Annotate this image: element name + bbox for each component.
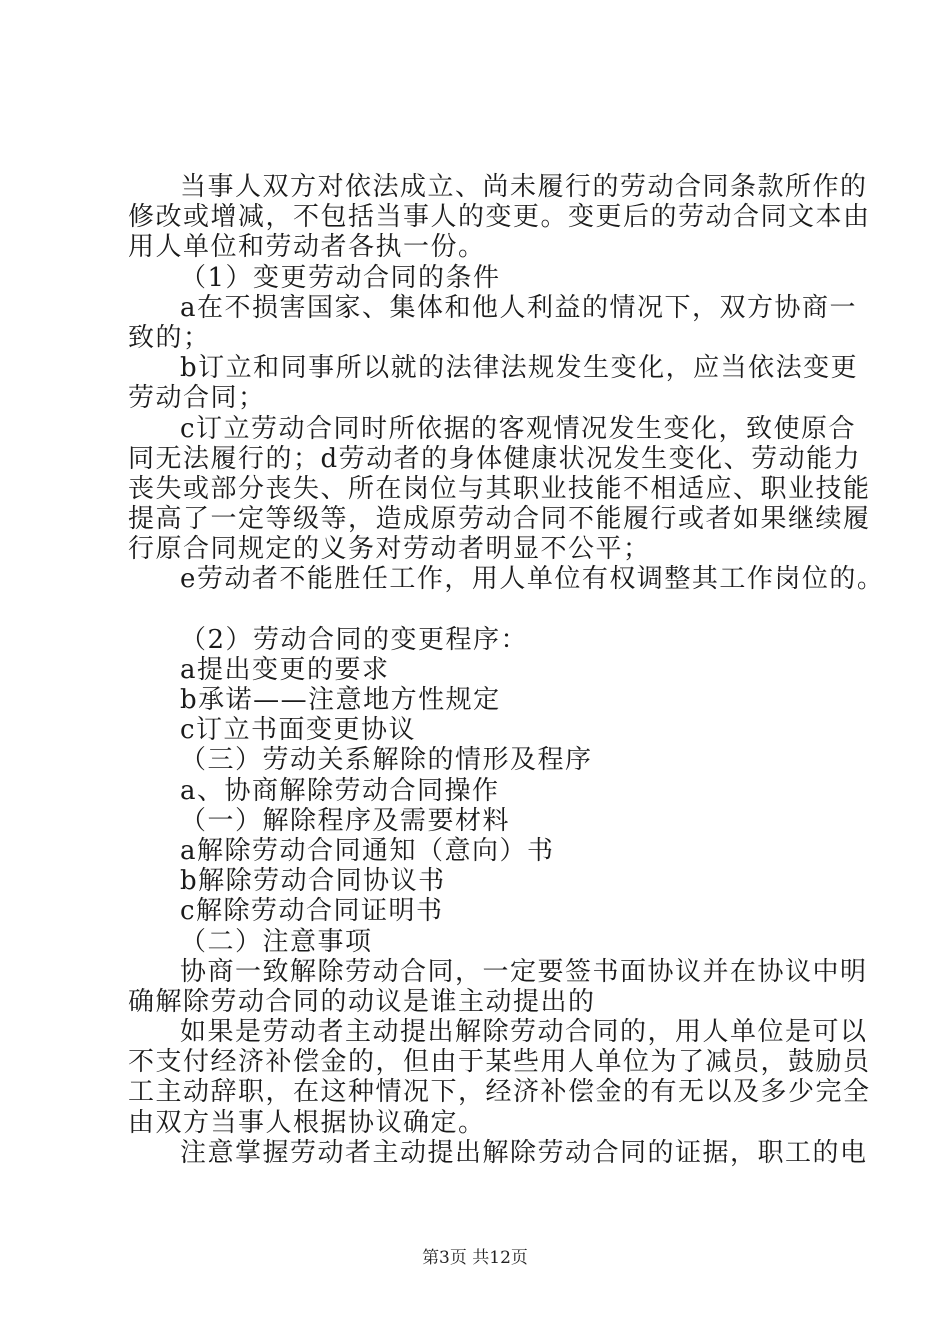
text-line: 由双方当事人根据协议确定。 (128, 1107, 486, 1138)
text-line: a、协商解除劳动合同操作 (180, 775, 500, 806)
text-line: c解除劳动合同证明书 (180, 896, 444, 927)
text-line: 劳动合同； (128, 383, 266, 414)
text-line: a提出变更的要求 (180, 654, 390, 685)
text-line: 如果是劳动者主动提出解除劳动合同的，用人单位是可以 (180, 1017, 868, 1048)
text-line: b解除劳动合同协议书 (180, 866, 446, 897)
text-line: a解除劳动合同通知（意向）书 (180, 835, 555, 866)
text-line: 工主动辞职，在这种情况下，经济补偿金的有无以及多少完全 (128, 1077, 871, 1108)
text-line: e劳动者不能胜任工作，用人单位有权调整其工作岗位的。 (180, 564, 885, 595)
text-line: 当事人双方对依法成立、尚未履行的劳动合同条款所作的 (180, 172, 868, 202)
text-line: b订立和同事所以就的法律法规发生变化，应当依法变更 (180, 353, 859, 384)
text-line: 修改或增减，不包括当事人的变更。变更后的劳动合同文本由 (128, 202, 871, 233)
document-body (128, 172, 885, 1168)
text-line: 丧失或部分丧失、所在岗位与其职业技能不相适应、职业技能 (128, 473, 871, 504)
text-line: 协商一致解除劳动合同，一定要签书面协议并在协议中明 (180, 956, 868, 987)
page-footer: 第3页 共12页 (422, 1248, 528, 1268)
paragraph-gap (128, 595, 848, 625)
text-line: 提高了一定等级等，造成原劳动合同不能履行或者如果继续履 (128, 504, 871, 535)
text-line: 用人单位和劳动者各执一份。 (128, 232, 486, 263)
text-line: 注意掌握劳动者主动提出解除劳动合同的证据，职工的电 (180, 1137, 868, 1168)
text-line: 同无法履行的；d劳动者的身体健康状况发生变化、劳动能力 (128, 443, 862, 474)
text-line: c订立书面变更协议 (180, 715, 417, 746)
text-line: 不支付经济补偿金的，但由于某些用人单位为了减员，鼓励员 (128, 1047, 871, 1078)
text-line: （一）解除程序及需要材料 (180, 805, 511, 836)
text-line: （二）注意事项 (180, 926, 373, 957)
text-line: b承诺——注意地方性规定 (180, 685, 501, 715)
text-line: （2）劳动合同的变更程序： (180, 624, 529, 655)
text-line: a在不损害国家、集体和他人利益的情况下，双方协商一 (180, 292, 858, 323)
text-line: c订立劳动合同时所依据的客观情况发生变化，致使原合 (180, 413, 857, 444)
text-line: 致的； (128, 322, 211, 353)
text-line: （三）劳动关系解除的情形及程序 (180, 745, 593, 776)
text-line: （1）变更劳动合同的条件 (180, 262, 501, 293)
text-line: 确解除劳动合同的动议是谁主动提出的 (128, 986, 596, 1017)
text-line: 行原合同规定的义务对劳动者明显不公平； (128, 534, 651, 565)
